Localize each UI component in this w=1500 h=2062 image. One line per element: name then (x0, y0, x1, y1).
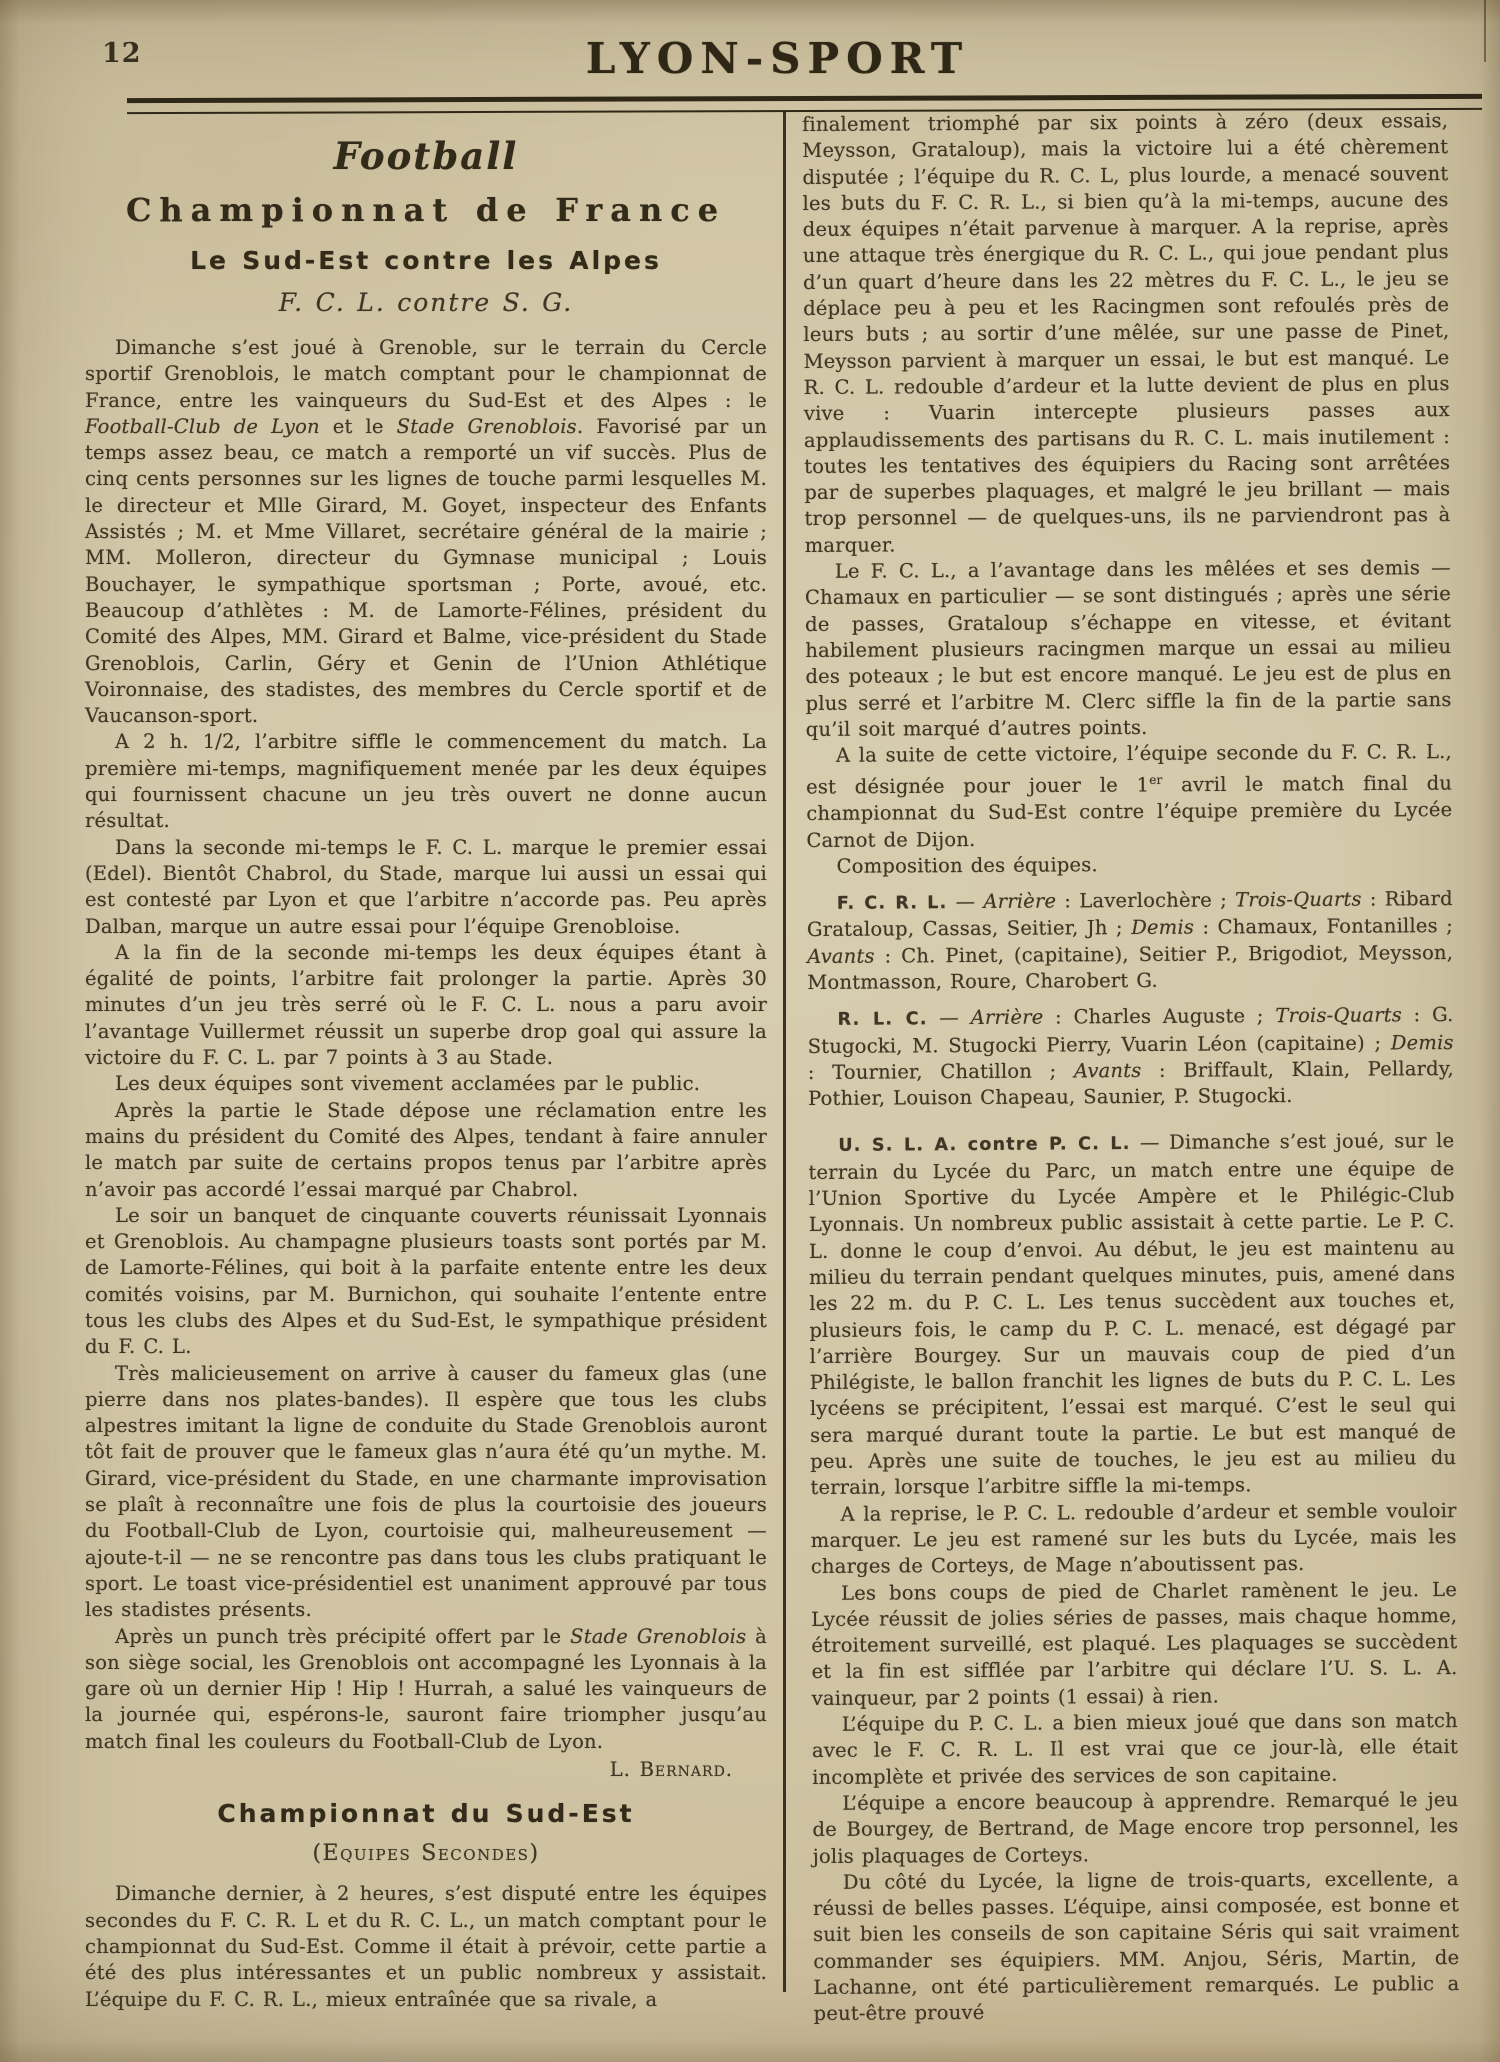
right-column (802, 108, 1460, 2027)
paragraph (85, 1624, 767, 1755)
fcl-sg-subheading: F. C. L. contre S. G. (278, 288, 574, 317)
emphasized-text: Arrière (970, 1005, 1044, 1030)
emphasized-text: Football-Club de Lyon (85, 414, 320, 438)
text-run: Les deux équipes sont vivement acclamées par le public. (115, 1072, 701, 1096)
left-column (85, 136, 767, 2013)
sud-est-alpes-heading: Le Sud-Est contre les Alpes (190, 246, 662, 275)
text-run: er (1149, 773, 1163, 788)
text-run: Dimanche s’est joué à Grenoble, sur le terrain du Cercle sportif Grenoblois, le match comptant pour le championnat de France, entre les vainqueurs du Sud-Est et des Alpes : le (85, 336, 767, 412)
column-divider (783, 112, 786, 1992)
text-run: Après la partie le Stade dépose une réclamation entre les mains du président du Comité des Alpes, tendant à faire annuler le match par suite de certains propos tenus par l’arbitre après n’avoir pas accordé l’essai marqué par Chabrol. (85, 1098, 767, 1201)
sud-est-report-body (85, 1881, 767, 2012)
paragraph (85, 1071, 767, 1097)
paragraph (85, 1361, 767, 1624)
paragraph (85, 1203, 767, 1361)
paragraph (85, 729, 767, 834)
team-label: F. C. R. L. (836, 893, 948, 914)
text-run: : Ch. Pinet, (capitaine), Seitier P., Brigodiot, Meysson, Montmasson, Roure, Charobert G. (807, 940, 1454, 994)
paragraph (812, 1787, 1458, 1870)
paragraph (802, 108, 1451, 559)
paragraph (811, 1577, 1458, 1712)
paragraph (807, 850, 1453, 880)
football-section-title: Football (333, 134, 519, 178)
scan-edge-mark (1484, 0, 1486, 62)
text-run: Les bons coups de pied de Charlet ramènent le jeu. Le Lycée réussit de jolies séries de passes, mais chaque homme, étroitement surveillé, est plaqué. Les plaquages se succèdent et la fin est sifflée par l’arbitre qui déclare l’U. S. L. A. vainqueur, par 2 points (1 essai) à rien. (811, 1577, 1458, 1710)
text-run: L’équipe du P. C. L. a bien mieux joué que dans son match avec le F. C. R. L. Il est vrai que ce jour-là, elle était incomplète et privée des services de son capitaine. (811, 1709, 1459, 1789)
text-run: à son siège social, les Grenoblois ont accompagné les Lyonnais à la gare où un dernier Hip ! Hip ! Hurrah, a salué les vainqueurs de la journée qui, espérons-le, sauront faire triompher jusqu’au match final les couleurs du Football-Club de Lyon. (85, 1624, 767, 1753)
match-report-body (85, 335, 767, 1755)
paragraph (813, 1866, 1460, 2028)
paragraph (85, 1098, 767, 1203)
paragraph (807, 1002, 1454, 1112)
text-run: A 2 h. 1/2, l’arbitre siffle le commencement du match. La première mi-temps, magnifiquement menée par les deux équipes qui fournissent chacune un jeu très ouvert ne donne aucun résultat. (85, 730, 767, 833)
paragraph (807, 886, 1454, 996)
emphasized-text: Avants (1073, 1058, 1142, 1083)
text-run: Dans la seconde mi-temps le F. C. L. marque le premier essai (Edel). Bientôt Chabrol, du Stade, marque lui aussi un essai qui est contesté par Lyon et que l’arbitre n’accorde pas. Peu après Dalban, marque un autre essai pour l’équipe Grenobloise. (85, 835, 767, 938)
emphasized-text: Arrière (983, 889, 1057, 914)
emphasized-text: Trois-Quarts (1235, 887, 1362, 912)
team-label: R. L. C. (837, 1009, 928, 1031)
paragraph (85, 940, 767, 1071)
paragraph (812, 1708, 1458, 1791)
text-run: et le (319, 414, 397, 438)
paragraph (805, 555, 1452, 743)
team-label: U. S. L. A. contre P. C. L. (838, 1134, 1131, 1157)
emphasized-text: Trois-Quarts (1275, 1003, 1403, 1028)
text-run: — Dimanche s’est joué, sur le terrain du Lycée du Parc, un match entre une équipe de l’Union Sportive du Lycée Ampère et le Philégic-Club Lyonnais. Un nombreux public assistait à cette partie. Le P. C. L. donne le coup d’envoi. Au début, le jeu est maintenu au milieu du terrain pendant quelques minutes, puis, amené dans les 22 m. du P. C. L. Les tenus succèdent aux touches et, plusieurs fois, le camp du P. C. L. menacé, est dégagé par l’arrière Bourgey. Sur un mauvais coup de pied d’un Philégiste, le ballon franchit les lignes de buts du P. C. L. Les lycéens se précipitent, l’essai est marqué. C’est le seul qui sera marqué durant toute la partie. Le but est manqué de peu. Après une suite de touches, le jeu est au milieu du terrain, lorsque l’arbitre siffle la mi-temps. (808, 1129, 1457, 1500)
text-run: : Ribard Grataloup, Cassas, Seitier, Jh ; (806, 887, 1453, 942)
text-run: : Laverlochère ; (1056, 888, 1236, 913)
paragraph (808, 1129, 1456, 1502)
masthead-title: LYON-SPORT (585, 34, 970, 83)
equipes-secondes-subheading: (Equipes Secondes) (312, 1841, 540, 1867)
text-run: avril le match final du championnat du Sud-Est contre l’équipe première du Lycée Carnot de Dijon. (806, 771, 1453, 852)
emphasized-text: Avants (807, 944, 875, 968)
paragraph (806, 739, 1453, 854)
text-run: finalement triomphé par six points à zéro (deux essais, Meysson, Grataloup), mais la victoire lui a été chèrement disputée ; l’équipe du R. C. L, plus lourde, a menacé souvent les buts du F. C. R. L., si bien qu’à la mi-temps, aucune des deux équipes n’était parvenue à marquer. A la reprise, après une attaque très énergique du R. C. L., qui joue pendant plus d’un quart d’heure dans les 22 mètres du F. C. L., le jeu se déplace peu à peu et les Racingmen sont refoulés près de leurs buts ; au sortir d’une mêlée, sur une passe de Pinet, Meysson parvient à marquer un essai, le but est manqué. Le R. C. L. redouble d’ardeur et la lutte devient de plus en plus vive : Vuarin intercepte plusieurs passes aux applaudissements des partisans du R. C. L. mais inutilement : toutes les tentatives des équipiers du Racing sont arrêtées par de superbes plaquages, et malgré le jeu brillant — mais trop personnel — de quelques-uns, ils ne parviendront pas à marquer. (802, 109, 1451, 557)
text-run: : Tournier, Chatillon ; (807, 1059, 1074, 1084)
text-run: Dimanche dernier, à 2 heures, s’est disputé entre les équipes secondes du F. C. R. L et du R. C. L., un match comptant pour le championnat du Sud-Est. Comme il était à prévoir, cette partie a été des plus intéressantes et un public nombreux y assistait. L’équipe du F. C. R. L., mieux entraînée que sa rivale, a (85, 1882, 767, 2011)
emphasized-text: Stade Grenoblois (396, 414, 577, 438)
text-run: A la fin de la seconde mi-temps les deux équipes étant à égalité de points, l’arbitre fait prolonger la partie. Après 30 minutes d’un jeu très serré où le F. C. L. nous a paru avoir l’avantage Vuillermet réussit un superbe drop goal qui assure la victoire du F. C. L. par 7 points à 3 au Stade. (85, 940, 767, 1070)
text-run: Du côté du Lycée, la ligne de trois-quarts, excellente, a réussi de belles passes. L’équipe, ainsi composée, est bonne et suit bien les conseils de son capitaine Séris qui sait vraiment commander ses équipiers. MM. Anjou, Séris, Martin, de Lachanne, ont été particulièrement remarqués. Le public a peut-être prouvé (812, 1866, 1460, 2026)
paragraph (85, 335, 767, 729)
text-run: — (927, 1006, 971, 1030)
text-run: : Briffault, Klain, Pellardy, Pothier, Louison Chapeau, Saunier, P. Stugocki. (807, 1056, 1454, 1111)
text-run: Après un punch très précipité offert par le (115, 1624, 571, 1648)
text-run: : Charles Auguste ; (1043, 1004, 1276, 1029)
text-run: A la reprise, le P. C. L. redouble d’ardeur et semble vouloir marquer. Le jeu est ramené sur les buts du Lycée, mais les charges de Corteys, de Mage n’aboutissent pas. (810, 1498, 1457, 1579)
text-run: A la suite de cette victoire, l’équipe seconde du F. C. R. L., est désignée pour jouer le 1 (806, 740, 1452, 799)
text-run: . Favorisé par un temps assez beau, ce match a remporté un vif succès. Plus de cinq cents personnes sur les lignes de touche parmi lesquelles M. le directeur et Mlle Girard, M. Goyet, inspecteur des Enfants Assistés ; M. et Mme Villaret, secrétaire général de la mairie ; MM. Molleron, directeur du Gymnase municipal ; Louis Bouchayer, le sympathique sportsman ; Porte, avoué, etc. Beaucoup d’athlètes : M. de Lamorte-Félines, président du Comité des Alpes, MM. Girard et Balme, vice-président du Stade Grenoblois, Carlin, Géry et Genin de l’Union Athlétique Voironnaise, des stadistes, des membres du Cercle sportif et de Vaucanson-sport. (85, 414, 767, 728)
text-run: Le F. C. L., a l’avantage dans les mêlées et ses demis — Chamaux en particulier — se sont distingués ; après une série de passes, Grataloup s’échappe en vitesse, et évitant habilement plusieurs racingmen marque un essai au milieu des poteaux ; le but est encore manqué. Le jeu est de plus en plus serré et l’arbitre M. Clerc siffle la fin de la partie sans qu’il soit marqué d’autres points. (804, 556, 1452, 741)
emphasized-text: Demis (1390, 1030, 1454, 1055)
paragraph (85, 835, 767, 940)
paragraph (85, 1881, 767, 2012)
championnat-de-france-title: Championnat de France (125, 191, 727, 229)
text-run: Très malicieusement on arrive à causer du fameux glas (une pierre dans nos plates-bandes). Il espère que tous les clubs alpestres imitant la ligne de conduite du Stade Grenoblois auront tôt fait de prouver que le fameux glas n’aura été qu’un mythe. M. Girard, vice-président du Stade, en une charmante improvisation se plaît à reconnaître une fois de plus la courtoisie des joueurs du Football-Club de Lyon, courtoisie qui, malheureusement — ajoute-t-il — ne se rencontre pas dans tous les clubs pratiquant le sport. Le toast vice-présidentiel est unaniment approuvé par tous les stadistes présents. (85, 1361, 767, 1622)
text-run: : Chamaux, Fontanilles ; (1194, 914, 1454, 940)
author-signature: L. Bernard. (609, 1758, 733, 1782)
championnat-sud-est-heading: Championnat du Sud-Est (217, 1799, 635, 1829)
emphasized-text: Demis (1131, 916, 1195, 940)
emphasized-text: Stade Grenoblois (570, 1624, 747, 1648)
text-run: — (947, 890, 984, 914)
text-run: Le soir un banquet de cinquante couverts réunissait Lyonnais et Grenoblois. Au champagne plusieurs toasts sont portés par M. de Lamorte-Félines, qui boit à la parfaite entente entre les deux comités voisins, par M. Burnichon, qui souhaite l’entente entre tous les clubs des Alpes et du Sud-Est, le sympathique président du F. C. L. (85, 1203, 767, 1359)
page-number: 12 (102, 38, 142, 69)
text-run: L’équipe a encore beaucoup à apprendre. Remarqué le jeu de Bourgey, de Bertrand, de Mage encore trop personnel, les jolis plaquages de Corteys. (812, 1787, 1459, 1868)
text-run: Composition des équipes. (836, 853, 1098, 878)
paragraph (810, 1498, 1456, 1581)
text-run: : G. Stugocki, M. Stugocki Pierry, Vuarin Léon (capitaine) ; (807, 1003, 1454, 1058)
